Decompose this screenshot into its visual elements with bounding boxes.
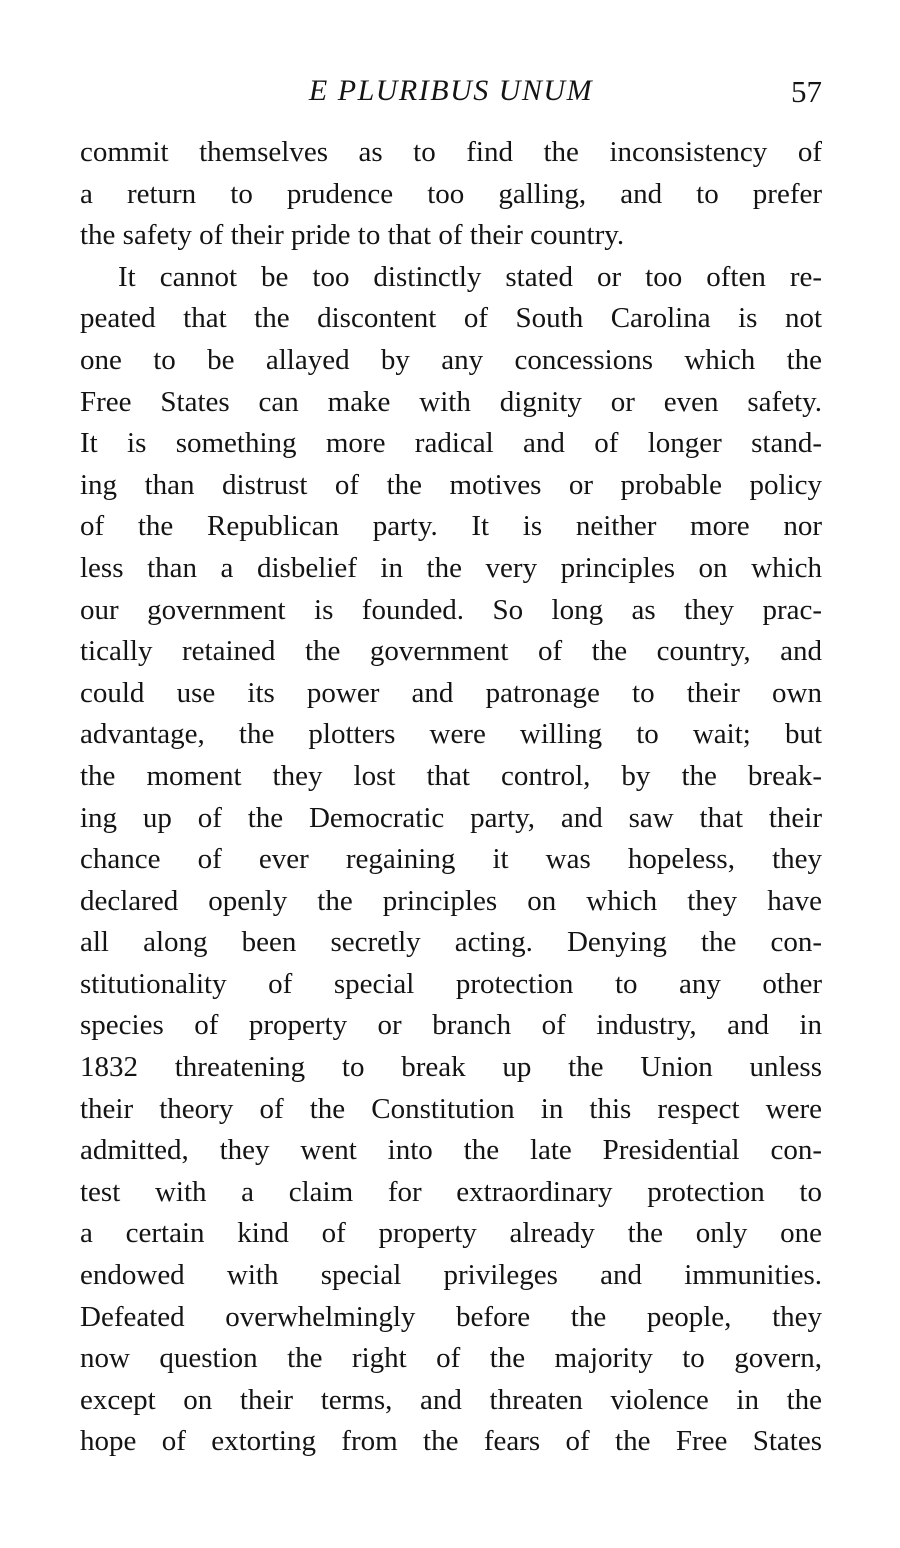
running-head	[80, 74, 822, 118]
text-line: ing up of the Democratic party, and saw that their	[80, 801, 822, 834]
text-line: one to be allayed by any concessions which the	[80, 343, 822, 376]
text-line: species of property or branch of industry, and in	[80, 1009, 822, 1042]
text-line: a certain kind of property already the only one	[80, 1217, 822, 1250]
text-line: our government is founded. So long as they prac-	[80, 593, 822, 626]
text-line: chance of ever regaining it was hopeless, they	[80, 843, 822, 876]
text-line: test with a claim for extraordinary protection to	[80, 1175, 822, 1208]
running-title: E PLURIBUS UNUM	[308, 74, 594, 107]
text-line: ing than distrust of the motives or probable policy	[80, 468, 822, 501]
text-line: declared openly the principles on which they have	[80, 884, 822, 917]
text-line: now question the right of the majority to govern,	[80, 1342, 822, 1375]
text-line: the safety of their pride to that of their country.	[80, 219, 625, 252]
page-number: 57	[791, 74, 822, 109]
text-line: tically retained the government of the country, and	[80, 635, 822, 668]
text-line: of the Republican party. It is neither more nor	[80, 510, 822, 543]
text-line: except on their terms, and threaten violence in the	[80, 1383, 822, 1416]
text-line: all along been secretly acting. Denying the con-	[80, 926, 822, 959]
text-line: less than a disbelief in the very principles on which	[80, 551, 822, 584]
text-line: advantage, the plotters were willing to wait; but	[80, 718, 822, 751]
text-line: endowed with special privileges and immunities.	[80, 1259, 822, 1292]
text-line: their theory of the Constitution in this respect were	[80, 1092, 822, 1125]
text-line: the moment they lost that control, by the break-	[80, 759, 822, 792]
text-line: could use its power and patronage to their own	[80, 676, 822, 709]
text-line: It cannot be too distinctly stated or too often re-	[118, 260, 822, 293]
text-line: stitutionality of special protection to any other	[80, 967, 822, 1000]
text-line: peated that the discontent of South Carolina is not	[80, 302, 822, 335]
text-line: hope of extorting from the fears of the Free States	[80, 1425, 822, 1458]
body-text	[80, 132, 822, 1463]
text-line: It is something more radical and of longer stand-	[80, 427, 822, 460]
text-line: Defeated overwhelmingly before the people, they	[80, 1300, 822, 1333]
text-line: a return to prudence too galling, and to prefer	[80, 177, 822, 210]
text-line: 1832 threatening to break up the Union unless	[80, 1051, 822, 1084]
text-line: admitted, they went into the late Presidential con-	[80, 1134, 822, 1167]
text-line: Free States can make with dignity or even safety.	[80, 385, 822, 418]
text-line: commit themselves as to find the inconsistency of	[80, 136, 822, 168]
